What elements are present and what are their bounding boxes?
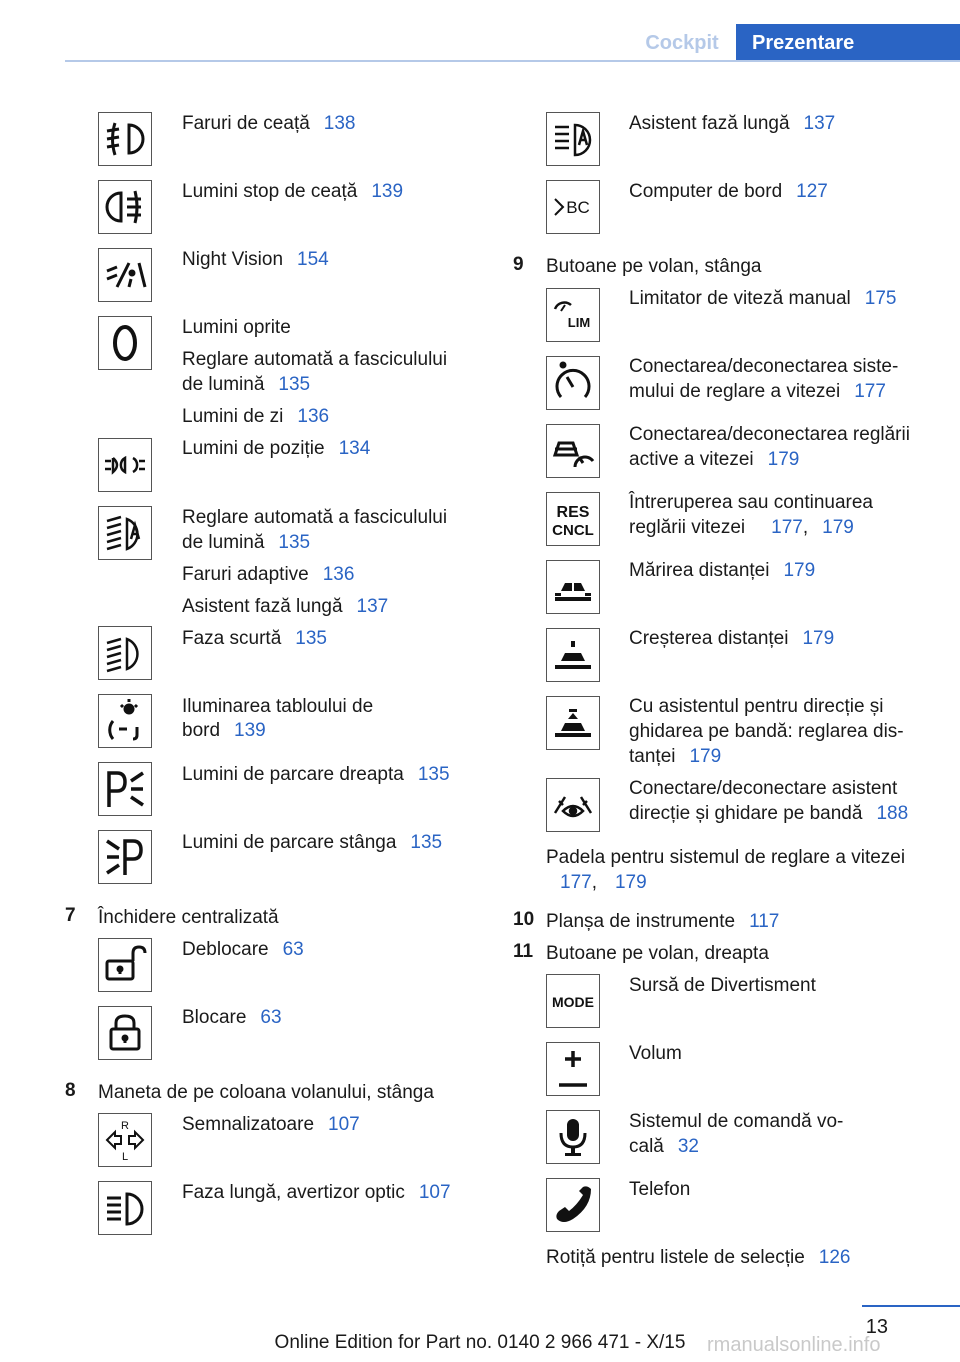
page-ref-link[interactable]: 139 [234, 720, 266, 741]
footer-divider [862, 1305, 960, 1307]
list-item: cală 32 [629, 1136, 699, 1157]
page-ref-link[interactable]: 139 [371, 181, 404, 202]
list-item: Asistent fază lungă 137 [182, 596, 389, 617]
page-ref-link[interactable]: 177 [771, 517, 803, 538]
section-number: 9 [513, 254, 524, 275]
list-item: Faruri de ceață 138 [182, 113, 356, 134]
header-divider [65, 60, 960, 62]
page-ref-link[interactable]: 177 [854, 381, 886, 402]
page-ref-link[interactable]: 136 [322, 564, 355, 585]
list-item: Cu asistentul pentru direcție și [629, 696, 884, 717]
list-item: Mărirea distanței 179 [629, 560, 816, 581]
page-ref-link[interactable]: 63 [260, 1007, 282, 1028]
page-ref-link[interactable]: 107 [328, 1114, 360, 1135]
mode-icon [546, 974, 600, 1028]
page-ref-link[interactable]: 179 [689, 746, 722, 767]
section-title: Maneta de pe coloana volanului, stânga [98, 1082, 434, 1103]
fog-lights-rear-icon [98, 180, 152, 234]
section-number: 10 [513, 909, 535, 930]
list-item: Volum [629, 1043, 682, 1064]
microphone-icon [546, 1110, 600, 1164]
section-number: 7 [65, 905, 76, 926]
list-item: Computer de bord 127 [629, 181, 828, 202]
section-title: Butoane pe volan, stânga [546, 256, 762, 277]
parking-lights-icon [98, 438, 152, 492]
page-ref-link[interactable]: 137 [356, 596, 389, 617]
low-beam-icon [98, 626, 152, 680]
list-item: Night Vision 154 [182, 249, 329, 270]
res-label: RES [556, 504, 590, 521]
list-item: Sistemul de comandă vo- [629, 1111, 844, 1132]
lane-distance-icon [546, 696, 600, 750]
section-title: Închidere centralizată [98, 907, 279, 928]
list-item: Întreruperea sau continuarea [629, 492, 873, 513]
instrument-lighting-icon [98, 694, 152, 748]
page-ref-link[interactable]: 135 [295, 628, 327, 649]
page-ref-link[interactable]: 179 [822, 517, 854, 538]
fog-lights-front-icon [98, 112, 152, 166]
section-number: 11 [513, 941, 534, 962]
onboard-computer-icon [546, 180, 600, 234]
page-ref-link[interactable]: 179 [802, 628, 835, 649]
list-item: Deblocare 63 [182, 939, 304, 960]
list-item: Sursă de Divertisment [629, 975, 816, 996]
list-item: Lumini de parcare stânga 135 [182, 832, 443, 853]
page-ref-link[interactable]: 138 [323, 113, 356, 134]
page-ref-link[interactable]: 135 [410, 832, 443, 853]
page-ref-link[interactable]: 63 [282, 939, 304, 960]
page-ref-link[interactable]: 179 [767, 449, 800, 470]
page-ref-link[interactable]: 177 [560, 872, 592, 893]
page-ref-link[interactable]: 127 [796, 181, 828, 202]
lights-off-icon [98, 316, 152, 370]
cruise-control-icon [546, 356, 600, 410]
speed-limiter-icon [546, 288, 600, 342]
list-item: Faza lungă, avertizor optic 107 [182, 1182, 451, 1203]
list-item: Reglare automată a fasciculului [182, 507, 448, 528]
list-item: Rotiță pentru listele de selecție 126 [546, 1247, 851, 1268]
page-ref-link[interactable]: 126 [818, 1247, 851, 1268]
parking-light-right-icon [98, 762, 152, 816]
page-ref-link[interactable]: 136 [297, 406, 330, 427]
section-title: Planșa de instrumente 117 [546, 911, 780, 932]
page-header [0, 0, 960, 62]
list-item: Lumini de parcare dreapta 135 [182, 764, 450, 785]
list-item: Faruri adaptive 136 [182, 564, 355, 585]
page-ref-link[interactable]: 179 [783, 560, 816, 581]
list-item: Creșterea distanței 179 [629, 628, 835, 649]
list-item: Blocare 63 [182, 1007, 282, 1028]
high-beam-icon [98, 1181, 152, 1235]
section-number: 8 [65, 1080, 76, 1101]
list-item: Lumini de poziție 134 [182, 438, 371, 459]
page-ref-link[interactable]: 117 [749, 911, 780, 932]
page-ref-link[interactable]: 188 [876, 803, 909, 824]
high-beam-assist-icon [546, 112, 600, 166]
list-item: de lumină 135 [182, 374, 311, 395]
list-item: ghidarea pe bandă: reglarea dis- [629, 721, 904, 742]
page-number: 13 [865, 1316, 888, 1338]
bc-label: BC [566, 198, 590, 217]
distance-decrease-icon [546, 560, 600, 614]
list-item: Conectarea/deconectarea reglării [629, 424, 910, 445]
list-item: mului de reglare a vitezei 177 [629, 381, 886, 402]
page-ref-link[interactable]: 135 [417, 764, 450, 785]
turn-right-label: R [121, 1120, 129, 1132]
unlock-icon [98, 938, 152, 992]
lock-icon [98, 1006, 152, 1060]
list-item: Asistent fază lungă 137 [629, 113, 836, 134]
list-item: Conectarea/deconectarea siste- [629, 356, 899, 377]
list-item: direcție și ghidare pe bandă 188 [629, 803, 909, 824]
list-item: de lumină 135 [182, 532, 311, 553]
list-item: Lumini de zi 136 [182, 406, 330, 427]
list-item: tanței 179 [629, 746, 722, 767]
list-item: bord 139 [182, 720, 266, 741]
list-item: active a vitezei 179 [629, 449, 800, 470]
resume-cancel-icon [546, 492, 600, 546]
volume-icon [546, 1042, 600, 1096]
list-item: Telefon [629, 1179, 691, 1200]
edition-text: Online Edition for Part no. 0140 2 966 471 - X/15 [274, 1332, 686, 1353]
list-item: Faza scurtă 135 [182, 628, 327, 649]
list-item: 177, 179 [560, 872, 647, 893]
section-title: Butoane pe volan, dreapta [546, 943, 769, 964]
page-ref-link[interactable]: 107 [418, 1182, 451, 1203]
page-ref-link[interactable]: 135 [278, 532, 311, 553]
turn-left-label: L [121, 1151, 129, 1162]
night-vision-icon [98, 248, 152, 302]
list-item: Limitator de viteză manual 175 [629, 288, 897, 309]
phone-icon [546, 1178, 600, 1232]
steering-assist-icon [546, 778, 600, 832]
page-ref-link[interactable]: 175 [864, 288, 897, 309]
list-item: Reglare automată a fasciculului [182, 349, 448, 370]
tab-cockpit[interactable]: Cockpit [645, 31, 719, 54]
list-item: Lumini stop de ceață 139 [182, 181, 404, 202]
tab-prezentare[interactable]: Prezentare [736, 24, 960, 62]
list-item: Semnalizatoare 107 [182, 1114, 360, 1135]
watermark: rmanualsonline.info [707, 1334, 881, 1356]
parking-light-left-icon [98, 830, 152, 884]
page-ref-link[interactable]: 134 [338, 438, 371, 459]
cncl-label: CNCL [552, 522, 594, 539]
list-item: Padela pentru sistemul de reglare a vitezei [546, 847, 906, 868]
page-ref-link[interactable]: 154 [297, 249, 329, 270]
page-ref-link[interactable]: 32 [677, 1136, 699, 1157]
page-ref-link[interactable]: 135 [278, 374, 311, 395]
lim-label: LIM [567, 315, 591, 330]
list-item: reglării vitezei 177, 179 [629, 517, 854, 538]
auto-beam-icon [98, 506, 152, 560]
mode-label: MODE [552, 994, 594, 1010]
page-ref-link[interactable]: 179 [614, 872, 647, 893]
page-ref-link[interactable]: 137 [803, 113, 836, 134]
active-cruise-icon [546, 424, 600, 478]
list-item: Lumini oprite [182, 317, 291, 338]
distance-increase-icon [546, 628, 600, 682]
turn-signal-icon [98, 1113, 152, 1167]
list-item: Conectare/deconectare asistent [629, 778, 898, 799]
list-item: Iluminarea tabloului de [182, 696, 374, 717]
